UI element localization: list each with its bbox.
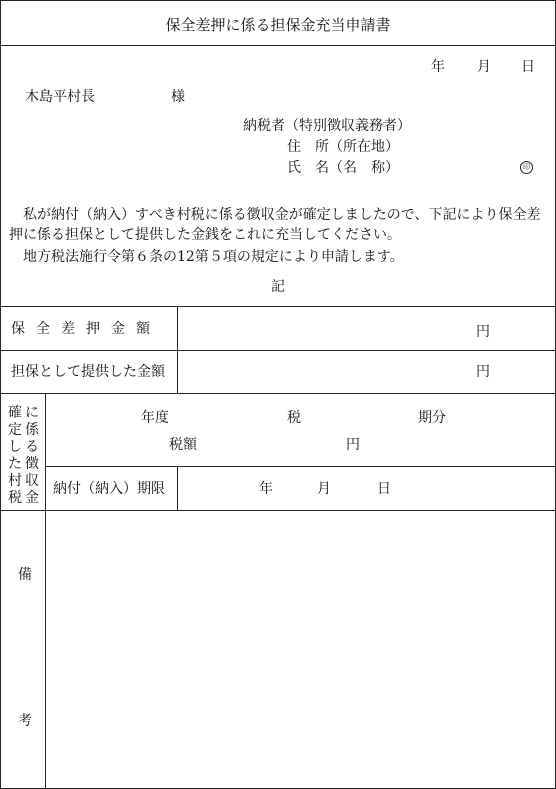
tax-installment: 期分 [418,410,446,426]
tax-side-label-col-b: に 係 る 徴 収 金 [25,405,39,506]
payment-deadline-label: 納付（納入）期限 [53,481,165,497]
tax-amount-label: 税額 [169,437,197,453]
secured-amount-unit: 円 [476,324,490,340]
form-title: 保全差押に係る担保金充当申請書 [165,16,391,34]
row-divider-2 [1,393,555,394]
deadline-label-divider [177,466,178,510]
table-top-line [1,306,555,307]
label-divider-2 [177,350,178,393]
tax-side-divider [45,393,46,510]
row-divider-1 [1,350,555,351]
date-day: 日 [521,59,535,75]
remarks-field[interactable] [46,511,555,788]
date-year: 年 [431,59,445,75]
deadline-day: 日 [377,481,391,497]
addressee-honorific: 様 [171,89,185,105]
remarks-label-top: 備 [18,567,32,583]
collateral-amount-label: 担保として提供した金額 [11,364,165,380]
remarks-label-bottom: 考 [18,713,32,729]
tax-inner-divider [45,466,555,467]
tax-fiscal-year: 年度 [141,410,169,426]
title-divider [1,45,555,46]
applicant-heading: 納税者（特別徴収義務者） [243,118,411,134]
ki-note-heading: 記 [271,279,285,295]
label-divider-1 [177,306,178,350]
tax-side-label-col-a: 確 定 し た 村 税 [8,405,22,506]
applicant-address-label: 住 所（所在地） [287,139,399,155]
deadline-year: 年 [259,481,273,497]
applicant-name-label: 氏 名（名 称） [287,160,399,176]
collateral-amount-unit: 円 [476,364,490,380]
seal-mark: 印 [520,161,533,174]
legal-basis-paragraph: 地方税法施行令第６条の12第５項の規定により申請します。 [23,249,404,265]
tax-type: 税 [287,410,301,426]
secured-amount-label: 保全差押金額 [11,321,161,337]
addressee-name: 木島平村長 [25,89,95,105]
request-paragraph: 私が納付（納入）すべき村税に係る徴収金が確定しましたので、下記により保全差押に係る担保として提供した金銭をこれに充当してください。 [9,207,541,243]
tax-side-label [8,405,42,505]
tax-amount-unit: 円 [346,437,360,453]
date-month: 月 [477,59,491,75]
deadline-month: 月 [317,481,331,497]
